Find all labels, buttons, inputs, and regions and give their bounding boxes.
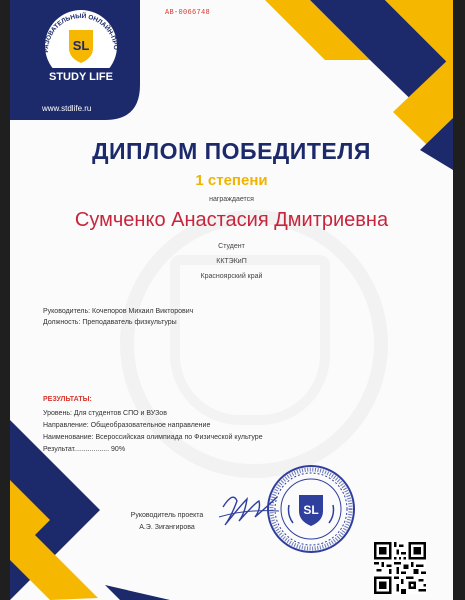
- logo-monogram: SL: [72, 38, 90, 53]
- result-row: [43, 410, 167, 417]
- awarded-label: награждается: [209, 196, 254, 203]
- result-value: Для студентов СПО и ВУЗов: [73, 410, 167, 417]
- degree-label: 1 степени: [195, 172, 268, 189]
- result-value: Всероссийская олимпиада по Физической культуре: [95, 434, 263, 441]
- logo-arc-text: РАЗОВАТЕЛЬНЫЙ ОНЛАЙН-ПРО: [42, 12, 120, 53]
- position-line: [43, 319, 177, 326]
- result-row: [43, 434, 263, 441]
- stamp-monogram: SL: [303, 503, 319, 517]
- results-heading: РЕЗУЛЬТАТЫ:: [43, 396, 92, 403]
- supervisor-value: Кочепоров Михаил Викторович: [92, 308, 194, 315]
- study-life-logo: [36, 6, 126, 96]
- signature-name: А.Э. Зигангирова: [139, 524, 195, 531]
- result-row: [43, 446, 125, 453]
- watermark-shield: [170, 255, 330, 425]
- supervisor-label: Руководитель:: [43, 308, 91, 315]
- recipient-status: Студент: [218, 243, 245, 250]
- result-label: Наименование:: [43, 434, 94, 441]
- signature-caption: [122, 510, 212, 534]
- result-value: Общеобразовательное направление: [90, 422, 211, 429]
- serial-number: АВ-0066748: [165, 9, 211, 17]
- result-label: Направление:: [43, 422, 89, 429]
- supervisor-line: [43, 308, 193, 315]
- result-label: Уровень:: [43, 410, 72, 417]
- recipient-region: Красноярский край: [200, 273, 263, 280]
- diploma-title: ДИПЛОМ ПОБЕДИТЕЛЯ: [92, 138, 371, 164]
- recipient-institution: ККТЭКиП: [216, 258, 247, 265]
- position-label: Должность:: [43, 319, 81, 326]
- result-label: Результат..................: [43, 446, 110, 453]
- position-value: Преподаватель физкультуры: [82, 319, 177, 326]
- site-url: www.stdlife.ru: [42, 104, 92, 113]
- signature-role: Руководитель проекта: [130, 512, 204, 519]
- result-row: [43, 422, 210, 429]
- qr-code: [374, 542, 426, 594]
- recipient-name: Сумченко Анастасия Дмитриевна: [74, 209, 389, 231]
- seal-stamp: [265, 463, 357, 555]
- result-value: 90%: [111, 446, 126, 453]
- logo-brand: STUDY LIFE: [49, 71, 113, 83]
- diploma-sheet: [10, 0, 453, 600]
